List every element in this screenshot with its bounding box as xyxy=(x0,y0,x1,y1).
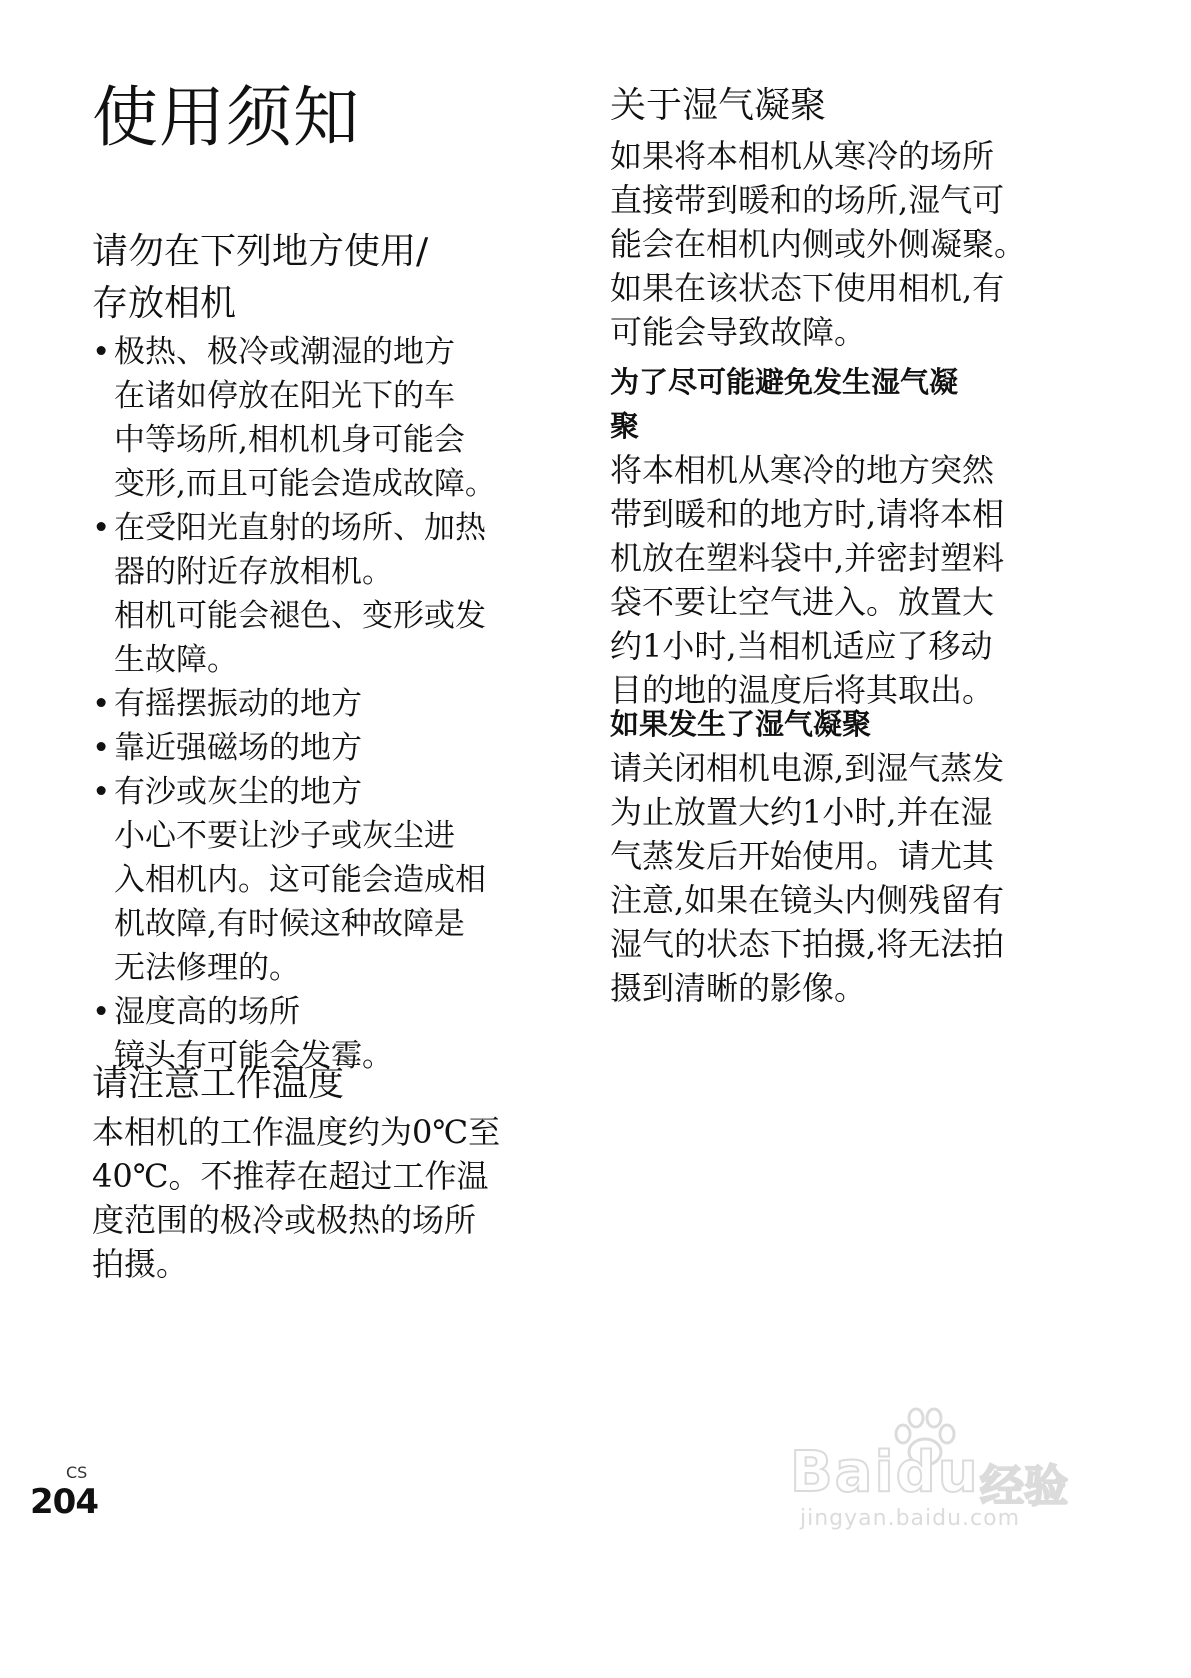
condensation-heading: 关于湿气凝聚 xyxy=(610,85,827,126)
section-storage-locations xyxy=(92,226,562,1078)
paragraph-line: 注意,如果在镜头内侧残留有 xyxy=(610,881,1005,919)
watermark-sub: 经验 xyxy=(980,1461,1068,1512)
bullet-line: 无法修理的。 xyxy=(114,950,300,986)
bullet-line: 中等场所,相机机身可能会 xyxy=(114,422,465,458)
bullet-line: 镜头有可能会发霉。 xyxy=(114,1038,393,1074)
avoid-heading-line2: 聚 xyxy=(610,409,640,443)
paragraph-line: 摄到清晰的影像。 xyxy=(610,969,867,1007)
bullet-line: 生故障。 xyxy=(114,642,238,678)
paragraph-line: 请关闭相机电源,到湿气蒸发 xyxy=(610,749,1005,787)
bullet-item xyxy=(92,682,562,726)
bullet-line: 小心不要让沙子或灰尘进 xyxy=(114,818,455,854)
if-condensation-paragraph xyxy=(610,746,1080,1010)
temperature-heading: 请注意工作温度 xyxy=(92,1063,345,1104)
paragraph-line: 度范围的极冷或极热的场所 xyxy=(92,1201,477,1239)
avoid-heading xyxy=(610,360,1080,448)
paragraph-line: 湿气的状态下拍摄,将无法拍 xyxy=(610,925,1005,963)
bullet-line: 相机可能会褪色、变形或发 xyxy=(114,598,486,634)
bullet-line: • 在受阳光直射的场所、加热 xyxy=(114,510,486,546)
bullet-line: 机故障,有时候这种故障是 xyxy=(114,906,465,942)
bullet-line: 入相机内。这可能会造成相 xyxy=(114,862,486,898)
storage-bullet-list xyxy=(92,330,562,1078)
bullet-item xyxy=(92,726,562,770)
bullet-item xyxy=(92,330,562,506)
avoid-heading-line1: 为了尽可能避免发生湿气凝 xyxy=(610,365,959,399)
paragraph-line: 目的地的温度后将其取出。 xyxy=(610,671,995,709)
page-number: 204 xyxy=(30,1482,98,1522)
if-condensation-heading: 如果发生了湿气凝聚 xyxy=(610,707,872,741)
bullet-line: • 有摇摆振动的地方 xyxy=(114,686,362,722)
bullet-line: • 有沙或灰尘的地方 xyxy=(114,774,362,810)
paragraph-line: 机放在塑料袋中,并密封塑料 xyxy=(610,539,1005,577)
watermark-brand: Baidu xyxy=(790,1440,980,1505)
section-if-condensation-occurs xyxy=(610,702,1080,1010)
storage-heading-line2: 存放相机 xyxy=(92,283,237,324)
storage-heading xyxy=(92,226,562,330)
condensation-paragraph xyxy=(610,134,1080,354)
avoid-paragraph xyxy=(610,448,1080,712)
storage-heading-line1: 请勿在下列地方使用/ xyxy=(92,231,429,272)
baidu-watermark xyxy=(780,1400,1160,1530)
bullet-item xyxy=(92,506,562,682)
bullet-line: 器的附近存放相机。 xyxy=(114,554,393,590)
paragraph-line: 可能会导致故障。 xyxy=(610,313,867,351)
section-moisture-condensation xyxy=(610,80,1080,354)
paragraph-line: 带到暖和的地方时,请将本相 xyxy=(610,495,1005,533)
paragraph-line: 拍摄。 xyxy=(92,1245,189,1283)
bullet-line: 在诸如停放在阳光下的车 xyxy=(114,378,455,414)
watermark-url: jingyan.baidu.com xyxy=(800,1506,1021,1531)
bullet-line: 变形,而且可能会造成故障。 xyxy=(114,466,496,502)
page-title: 使用须知 xyxy=(92,79,360,156)
paragraph-line: 为止放置大约1小时,并在湿 xyxy=(610,793,993,831)
bullet-line: • 靠近强磁场的地方 xyxy=(114,730,362,766)
paragraph-line: 气蒸发后开始使用。请尤其 xyxy=(610,837,995,875)
bullet-line: • 湿度高的场所 xyxy=(114,994,300,1030)
paragraph-line: 如果在该状态下使用相机,有 xyxy=(610,269,1005,307)
temperature-paragraph xyxy=(92,1110,562,1286)
section-avoid-condensation xyxy=(610,360,1080,712)
section-operating-temperature xyxy=(92,1058,562,1286)
paragraph-line: 如果将本相机从寒冷的场所 xyxy=(610,137,995,175)
paragraph-line: 将本相机从寒冷的地方突然 xyxy=(610,451,995,489)
bullet-line: • 极热、极冷或潮湿的地方 xyxy=(114,334,455,370)
bullet-item xyxy=(92,770,562,990)
paragraph-line: 40℃。不推荐在超过工作温 xyxy=(92,1157,489,1195)
paragraph-line: 本相机的工作温度约为0℃至 xyxy=(92,1113,501,1151)
paragraph-line: 直接带到暖和的场所,湿气可 xyxy=(610,181,1005,219)
paragraph-line: 袋不要让空气进入。放置大 xyxy=(610,583,995,621)
paragraph-line: 能会在相机内侧或外侧凝聚。 xyxy=(610,225,1027,263)
paragraph-line: 约1小时,当相机适应了移动 xyxy=(610,627,993,665)
language-code: CS xyxy=(66,1463,88,1482)
